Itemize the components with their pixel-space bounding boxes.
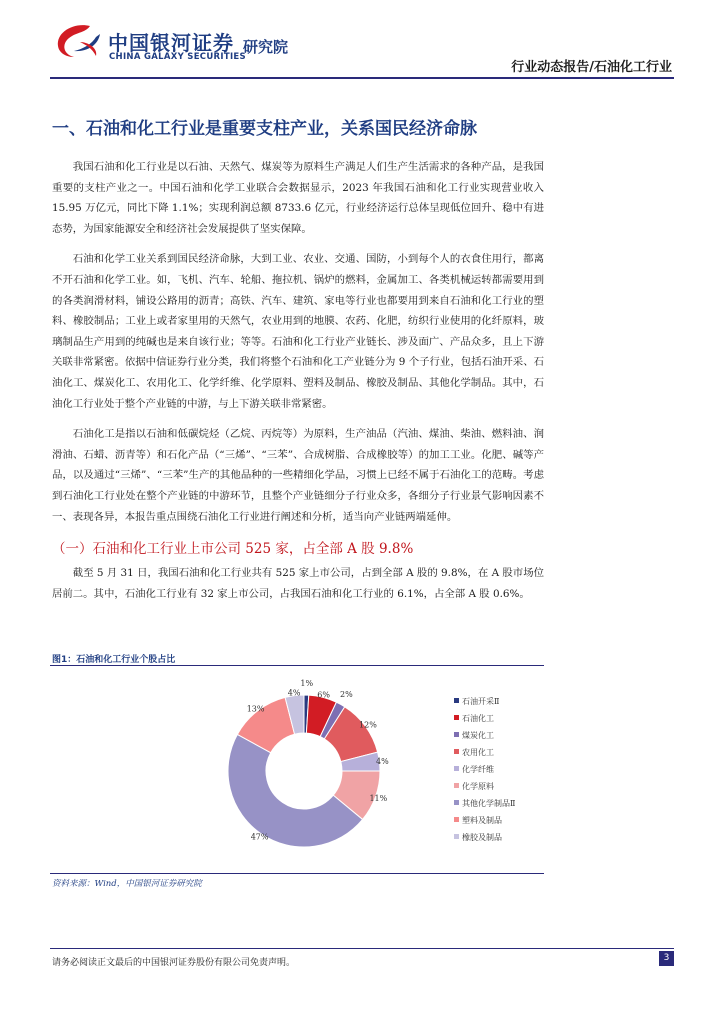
- legend-swatch: [454, 766, 459, 771]
- legend-label: 塑料及制品: [462, 816, 502, 825]
- data-label: 6%: [317, 690, 330, 700]
- galaxy-logo-icon: [50, 22, 108, 62]
- footer-divider: [50, 948, 674, 949]
- section-title: 一、石油和化工行业是重要支柱产业，关系国民经济命脉: [52, 119, 477, 139]
- body-paragraph: 石油化工是指以石油和低碳烷烃（乙烷、丙烷等）为原料，生产油品（汽油、煤油、柴油、燃料油、润滑油、石蜡、沥青等）和石化产品（“三烯”、“三苯”、合成树脂、合成橡胶等）的加工工业。化肥、碱等产品，以及通过“三烯”、“三苯”生产的其他品种的一些精细化学品，习惯上已经不属于石油化工的范畴。考虑到石油化工行业处在整个产业链的中游环节，且整个产业链细分子行业众多，各细分子行业景气影响因素不一、表现各异，本报告重点围绕石油化工行业进行阐述和分析，适当向产业链两端延伸。: [52, 428, 544, 523]
- legend-swatch: [454, 834, 459, 839]
- data-label: 11%: [369, 793, 388, 803]
- research-institute-label: 研究院: [243, 38, 289, 56]
- page-header: [0, 0, 724, 78]
- legend-label: 农用化工: [462, 748, 494, 757]
- legend-swatch: [454, 817, 459, 822]
- subsection-title: （一）石油和化工行业上市公司 525 家，占全部 A 股 9.8%: [52, 541, 414, 558]
- body-paragraph: 我国石油和化工行业是以石油、天然气、煤炭等为原料生产满足人们生产生活需求的各种产品，是我国重要的支柱产业之一。中国石油和化学工业联合会数据显示，2023 年我国石油和化工行业实现营业收入 15.95 万亿元，同比下降 1.1%；实现利润总额 8733.6 亿元，行业经济运行总体呈现低位回升、稳中有进态势，为国家能源安全和经济社会发展提供了坚实保障。: [52, 161, 544, 235]
- data-label: 12%: [359, 720, 377, 730]
- main-content: [52, 114, 544, 614]
- data-label: 4%: [287, 688, 301, 698]
- legend-swatch: [454, 698, 459, 703]
- legend-swatch: [454, 783, 459, 788]
- figure-title: 图1：石油和化工行业个股占比: [52, 655, 176, 665]
- page-number: 3: [659, 951, 674, 966]
- figure-bottom-rule: [50, 873, 544, 874]
- data-label: 47%: [250, 832, 269, 842]
- report-type: 行业动态报告/石油化工行业: [511, 60, 672, 75]
- legend-swatch: [454, 732, 459, 737]
- pie-chart-svg: [50, 666, 544, 872]
- figure-source: 资料来源：Wind，中国银河证券研究院: [52, 879, 202, 889]
- legend-label: 其他化学制品Ⅱ: [462, 799, 516, 808]
- pie-chart: [50, 666, 544, 872]
- data-label: 4%: [376, 757, 389, 767]
- data-label: 13%: [246, 704, 265, 714]
- legend-swatch: [454, 800, 459, 805]
- legend-label: 橡胶及制品: [462, 833, 502, 842]
- data-label: 1%: [300, 679, 314, 689]
- data-label: 2%: [340, 689, 353, 699]
- footer-disclaimer: 请务必阅读正文最后的中国银河证券股份有限公司免责声明。: [52, 958, 296, 968]
- legend-label: 化学原料: [462, 782, 494, 791]
- body-paragraph: 截至 5 月 31 日，我国石油和化工行业共有 525 家上市公司，占到全部 A 股的 9.8%，在 A 股市场位居前二。其中，石油化工行业有 32 家上市公司，占我国石油和化工行业的 6.1%，占全部 A 股 0.6%。: [52, 567, 544, 600]
- legend-label: 石油化工: [462, 714, 494, 723]
- body-paragraph: 石油和化学工业关系到国民经济命脉，大到工业、农业、交通、国防，小到每个人的衣食住用行，都离不开石油和化学工业。如，飞机、汽车、轮船、拖拉机、锅炉的燃料，金属加工、各类机械运转都需要用到的各类润滑材料，铺设公路用的沥青；高铁、汽车、建筑、家电等行业也都要用到来自石油和化工行业的塑料、橡胶制品；工业上或者家里用的天然气，农业用到的地膜、农药、化肥，纺织行业使用的化纤原料，玻璃制品生产用到的纯碱也是来自该行业；等等。石油和化工行业产业链长、涉及面广、产品众多，且上下游关联非常紧密。依据中信证券行业分类，我们将整个石油和化工产业链分为 9 个子行业，包括石油开采、石油化工、煤炭化工、农用化工、化学纤维、化学原料、塑料及制品、橡胶及制品、其他化学制品。其中，石油化工行业处于整个产业链的中游，与上下游关联非常紧密。: [52, 253, 544, 410]
- legend-label: 化学纤维: [462, 765, 494, 774]
- legend-label: 石油开采Ⅱ: [462, 697, 500, 706]
- brand-name-en: CHINA GALAXY SECURITIES: [109, 52, 246, 62]
- legend-swatch: [454, 749, 459, 754]
- header-divider: [50, 77, 674, 79]
- legend-label: 煤炭化工: [462, 731, 494, 740]
- brand-name-cn: 中国银河证券: [108, 31, 234, 55]
- legend-swatch: [454, 715, 459, 720]
